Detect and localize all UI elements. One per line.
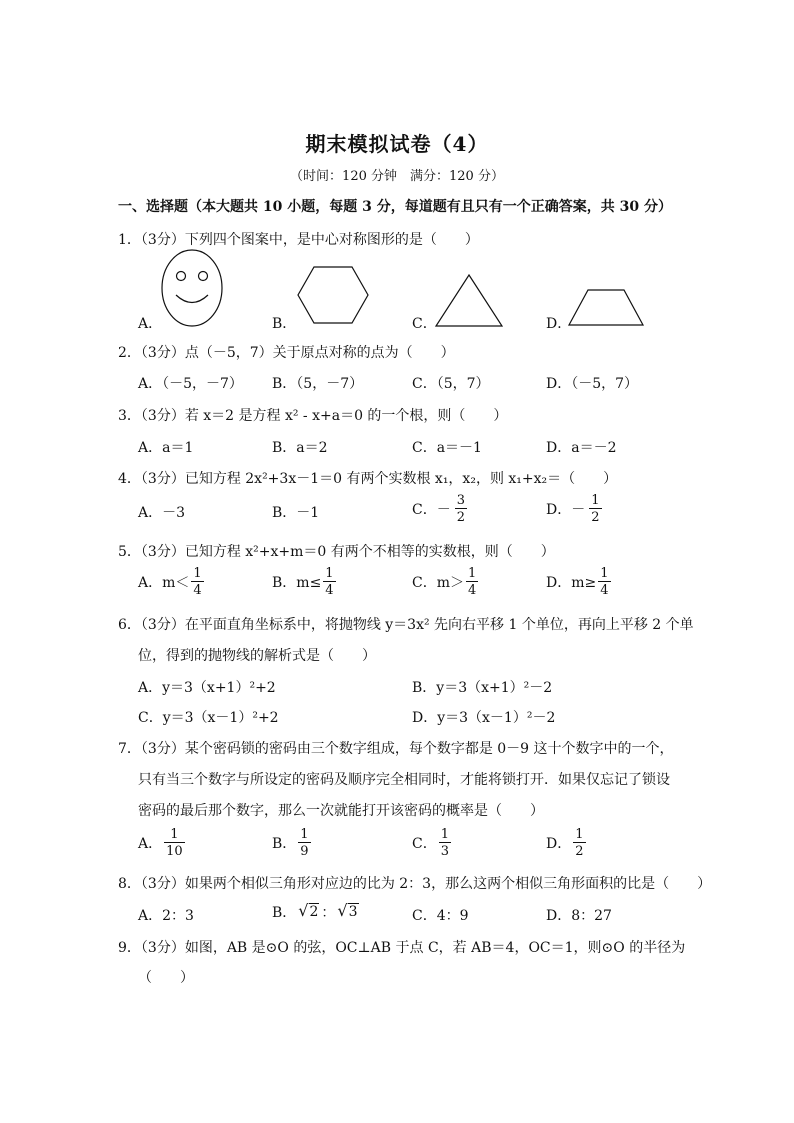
q3-option-d[interactable]: D．a＝－2 (546, 440, 617, 456)
q7-option-d[interactable] (546, 828, 588, 858)
fraction-denominator: 4 (193, 583, 202, 598)
fraction (439, 828, 451, 858)
option-label: D． (546, 836, 572, 852)
q6-option-c[interactable]: C．y＝3（x－1）²+2 (138, 710, 279, 726)
fraction-numerator: 1 (575, 827, 584, 842)
fraction-denominator: 9 (300, 844, 309, 859)
fraction-denominator: 2 (591, 510, 600, 525)
q5-option-c[interactable] (412, 567, 480, 597)
question-3-stem: 3．（3分）若 x＝2 是方程 x² - x+a＝0 的一个根，则（ ） (118, 408, 508, 424)
section-heading: 一、选择题（本大题共 10 小题，每题 3 分，每道题有且只有一个正确答案，共 30 分） (118, 199, 672, 215)
q4-option-b[interactable]: B．－1 (272, 505, 320, 521)
question-5-stem: 5．（3分）已知方程 x²+x+m＝0 有两个不相等的实数根，则（ ） (118, 544, 555, 560)
fraction-numerator: 1 (440, 827, 449, 842)
q3-option-b[interactable]: B．a＝2 (272, 440, 328, 456)
q6-option-a[interactable]: A．y＝3（x+1）²+2 (138, 680, 276, 696)
q1-option-b[interactable]: B． (272, 316, 297, 332)
q4-option-d[interactable] (546, 494, 604, 524)
q4-option-c[interactable] (412, 494, 469, 524)
sqrt-icon: √ (337, 901, 348, 921)
question-7-stem: 7．（3分）某个密码锁的密码由三个数字组成，每个数字都是 0－9 这十个数字中的一个， (118, 741, 674, 757)
fraction-numerator: 1 (300, 827, 309, 842)
q1-option-a[interactable]: A． (138, 316, 163, 332)
q7-option-a[interactable] (138, 828, 187, 858)
fraction-numerator: 1 (193, 566, 202, 581)
fraction (323, 567, 335, 597)
fraction (598, 567, 610, 597)
sqrt-expression (298, 903, 319, 921)
question-2-stem: 2．（3分）点（－5，7）关于原点对称的点为（ ） (118, 345, 455, 361)
sqrt-expression (337, 903, 358, 921)
fraction-numerator: 1 (170, 827, 179, 842)
radicand: 3 (348, 904, 358, 921)
q8-option-c[interactable]: C．4：9 (412, 908, 469, 924)
fraction (191, 567, 203, 597)
fraction-numerator: 1 (591, 493, 600, 508)
q6-option-d[interactable]: D．y＝3（x－1）²－2 (412, 710, 556, 726)
fraction-numerator: 1 (600, 566, 609, 581)
fraction-numerator: 1 (468, 566, 477, 581)
q1-option-d[interactable]: D． (546, 316, 572, 332)
option-label: C． (412, 502, 437, 518)
fraction (455, 494, 467, 524)
option-label: D． (546, 502, 572, 518)
question-9-stem: 9．（3分）如图，AB 是⊙O 的弦，OC⊥AB 于点 C，若 AB＝4，OC＝1，则⊙O 的半径为 (118, 940, 686, 956)
q2-option-d[interactable]: D．（－5，7） (546, 376, 639, 392)
question-4-stem: 4．（3分）已知方程 2x²+3x－1＝0 有两个实数根 x₁，x₂，则 x₁+x₂＝（ ） (118, 471, 618, 487)
option-label: C．m＞ (412, 575, 464, 591)
fraction-denominator: 10 (166, 844, 183, 859)
fraction-denominator: 4 (600, 583, 609, 598)
question-8-stem: 8．（3分）如果两个相似三角形对应边的比为 2：3，那么这两个相似三角形面积的比是（ ） (118, 876, 712, 892)
option-label: B．m≤ (272, 575, 322, 591)
q3-option-a[interactable]: A．a＝1 (138, 440, 194, 456)
fraction (164, 828, 185, 858)
fraction-denominator: 4 (468, 583, 477, 598)
q8-option-d[interactable]: D．8：27 (546, 908, 612, 924)
page-title: 期末模拟试卷（4） (305, 132, 489, 156)
q4-option-a[interactable]: A．－3 (138, 505, 186, 521)
option-label: C． (412, 836, 437, 852)
minus-sign: － (571, 502, 586, 518)
q2-option-b[interactable]: B．（5，－7） (272, 376, 364, 392)
fraction (573, 828, 585, 858)
question-6-continuation: 位，得到的抛物线的解析式是（ ） (138, 648, 376, 664)
q8-option-b[interactable] (272, 902, 361, 922)
option-label: A．m＜ (138, 575, 190, 591)
q5-option-d[interactable] (546, 567, 613, 597)
fraction-numerator: 1 (325, 566, 334, 581)
q2-option-a[interactable]: A．（－5，－7） (138, 376, 243, 392)
page-subtitle: （时间：120 分钟 满分：120 分） (290, 169, 504, 184)
q8-option-a[interactable]: A．2：3 (138, 908, 194, 924)
question-1-stem: 1．（3分）下列四个图案中，是中心对称图形的是（ ） (118, 232, 479, 248)
fraction-numerator: 3 (456, 493, 465, 508)
fraction-denominator: 2 (575, 844, 584, 859)
question-7-continuation-1: 只有当三个数字与所设定的密码及顺序完全相同时，才能将锁打开．如果仅忘记了锁设 (138, 772, 670, 788)
sqrt-icon: √ (298, 901, 309, 921)
q6-option-b[interactable]: B．y＝3（x+1）²－2 (412, 680, 553, 696)
fraction-denominator: 2 (456, 510, 465, 525)
option-label: A． (138, 836, 163, 852)
q3-option-c[interactable]: C．a＝－1 (412, 440, 482, 456)
fraction (589, 494, 601, 524)
triangle-figure (434, 273, 504, 329)
trapezoid-figure (566, 288, 646, 328)
fraction-denominator: 4 (325, 583, 334, 598)
fraction (466, 567, 478, 597)
fraction (298, 828, 310, 858)
ratio-colon: ： (321, 905, 336, 921)
q7-option-b[interactable] (272, 828, 313, 858)
option-label: D．m≥ (546, 575, 597, 591)
q2-option-c[interactable]: C．（5，7） (412, 376, 490, 392)
minus-sign: － (436, 502, 451, 518)
q1-option-c[interactable]: C． (412, 316, 437, 332)
option-label: B． (272, 836, 297, 852)
q5-option-b[interactable] (272, 567, 338, 597)
radicand: 2 (309, 904, 319, 921)
q7-option-c[interactable] (412, 828, 453, 858)
fraction-denominator: 3 (440, 844, 449, 859)
question-9-continuation: （ ） (138, 970, 194, 986)
question-7-continuation-2: 密码的最后那个数字，那么一次就能打开该密码的概率是（ ） (138, 803, 544, 819)
hexagon-figure (296, 265, 370, 325)
question-6-stem: 6．（3分）在平面直角坐标系中，将抛物线 y＝3x² 先向右平移 1 个单位，再向上平移 2 个单 (118, 617, 694, 633)
option-label: B． (272, 905, 297, 921)
q5-option-a[interactable] (138, 567, 206, 597)
smiley-face-figure (160, 248, 224, 328)
